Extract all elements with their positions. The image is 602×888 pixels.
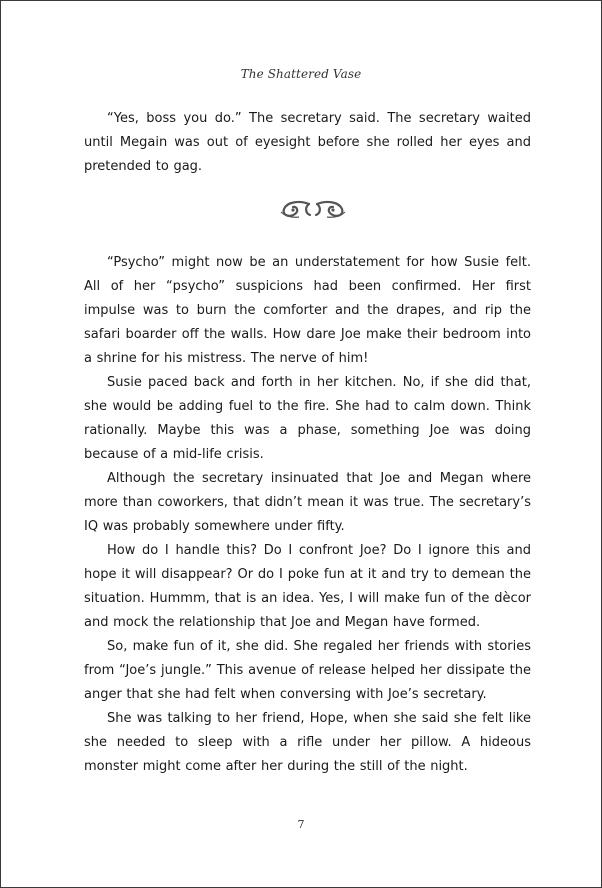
- paragraph: “Yes, boss you do.” The secretary said. The secretary waited until Megain was out of eyesight before she rolled her eyes and pretended to gag.: [84, 111, 531, 174]
- paragraph: Susie paced back and forth in her kitchen. No, if she did that, she would be adding fuel to the fire. She had to calm down. Think rationally. Maybe this was a phase, something Joe was doing because of a mid-life crisis.: [84, 375, 531, 462]
- paragraph: She was talking to her friend, Hope, when she said she felt like she needed to sleep with a rifle under her pillow. A hideous monster might come after her during the still of the night.: [84, 711, 531, 774]
- paragraph: “Psycho” might now be an understatement for how Susie felt. All of her “psycho” suspicions had been confirmed. Her first impulse was to burn the comforter and the drapes, and rip the safari boarder off the walls. How dare Joe make their bedroom into a shrine for his mistress. The nerve of him!: [84, 255, 531, 366]
- page-number: 7: [297, 818, 305, 831]
- paragraph: So, make fun of it, she did. She regaled her friends with stories from “Joe’s jungle.” This avenue of release helped her dissipate the anger that she had felt when conversing with Joe’s secretary.: [84, 639, 531, 702]
- section-before-break: [84, 107, 531, 179]
- scroll-flourish-icon: [279, 198, 347, 220]
- paragraph: How do I handle this? Do I confront Joe? Do I ignore this and hope it will disappear? Or do I poke fun at it and try to demean the situation. Hummm, that is an idea. Yes, I will make fun of the dècor and mock the relationship that Joe and Megan have formed.: [84, 543, 531, 630]
- section-after-break: [84, 251, 531, 779]
- paragraph: Although the secretary insinuated that Joe and Megan where more than coworkers, that didn’t mean it was true. The secretary’s IQ was probably somewhere under fifty.: [84, 471, 531, 534]
- running-header-title: The Shattered Vase: [240, 67, 362, 81]
